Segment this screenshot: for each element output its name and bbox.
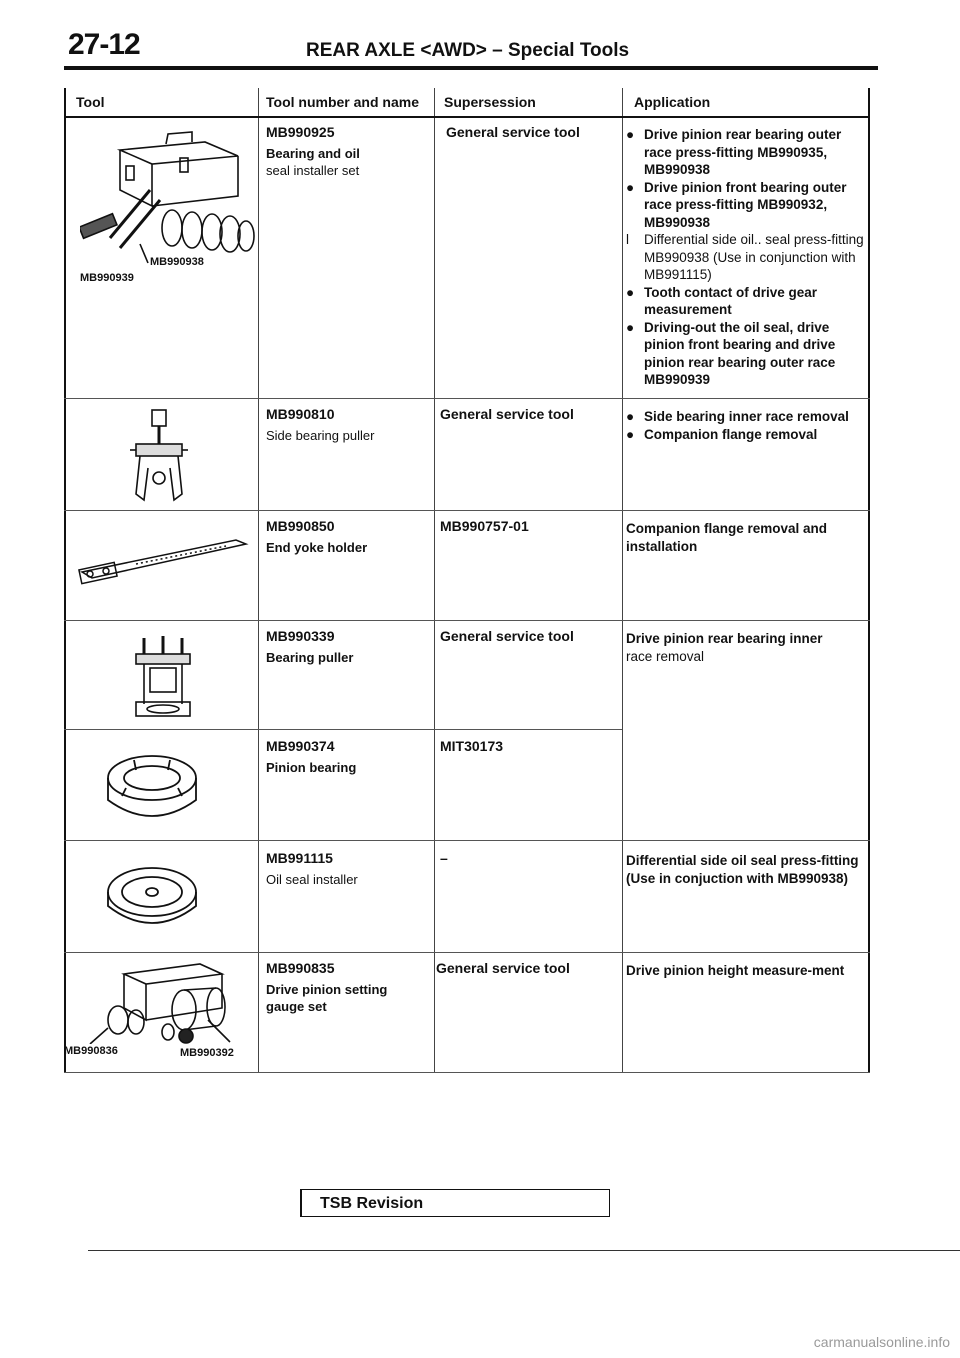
tool-name: Oil seal installer xyxy=(266,872,358,887)
pinion-bearing-icon xyxy=(104,750,200,835)
column-head-application: Application xyxy=(634,94,711,110)
end-yoke-holder-icon xyxy=(76,530,252,591)
tool-number: MB990374 xyxy=(266,738,335,754)
column-divider xyxy=(622,88,623,1073)
supersession-value: MB990757-01 xyxy=(440,518,529,534)
tool-name: Bearing puller xyxy=(266,650,354,665)
tool-number: MB990850 xyxy=(266,518,335,534)
supersession-value: General service tool xyxy=(436,960,570,976)
application-item: ● Side bearing inner race removal xyxy=(626,409,849,424)
drive-pinion-setting-gauge-icon xyxy=(88,960,248,1049)
supersession-value: General service tool xyxy=(446,124,580,140)
tool-number: MB991115 xyxy=(266,850,333,866)
tool-name: End yoke holder xyxy=(266,540,368,555)
tool-number: MB990810 xyxy=(266,406,335,422)
tool-label: MB990836 xyxy=(64,1045,118,1057)
supersession-value: General service tool xyxy=(440,628,574,644)
header-rule xyxy=(64,116,870,118)
watermark: carmanualsonline.info xyxy=(813,1334,950,1350)
application-item: ● Companion flange removal xyxy=(626,426,818,442)
application-item: ● Driving-out the oil seal, drive pinion front bearing and drive pinion rear bearing outer race MB990939 xyxy=(626,319,836,387)
application-item: l Differential side oil.. seal press-fitting MB990938 (Use in conjunction with MB991115) xyxy=(626,232,864,282)
application-list xyxy=(626,126,868,389)
tool-name: Side bearing puller xyxy=(266,428,375,443)
tool-number-name-cell xyxy=(266,850,430,888)
table-bottom-rule xyxy=(64,1072,870,1073)
tool-name: Drive pinion setting gauge set xyxy=(266,982,388,1014)
application-item: ● Drive pinion rear bearing outer race press-fitting MB990935, MB990938 xyxy=(626,127,842,177)
application-item: ● Drive pinion front bearing outer race press-fitting MB990932, MB990938 xyxy=(626,179,847,230)
row-divider xyxy=(64,620,870,621)
column-head-tool-number: Tool number and name xyxy=(266,94,419,110)
supersession-value: – xyxy=(440,850,448,866)
tool-label: MB990939 xyxy=(80,272,134,284)
column-head-tool: Tool xyxy=(76,94,105,110)
footer-rule xyxy=(88,1250,960,1251)
row-divider xyxy=(64,840,870,841)
tool-number: MB990339 xyxy=(266,628,335,644)
tool-name: Bearing and oil xyxy=(266,146,360,161)
tool-label: MB990938 xyxy=(150,256,204,268)
title-rule xyxy=(64,66,878,70)
application-list xyxy=(626,408,868,443)
tool-number-name-cell xyxy=(266,406,430,444)
application-text: Drive pinion rear bearing inner race removal xyxy=(626,631,823,664)
tool-number: MB990835 xyxy=(266,960,335,976)
tool-name: Pinion bearing xyxy=(266,760,357,775)
bearing-puller-icon xyxy=(130,634,196,729)
application-text: Differential side oil seal press-fitting (Use in conjuction with MB990938) xyxy=(626,853,859,886)
column-divider xyxy=(258,88,259,1073)
page-number: 27-12 xyxy=(68,28,140,61)
row-divider xyxy=(64,510,870,511)
supersession-value: MIT30173 xyxy=(440,738,504,754)
application-text: Drive pinion height measure-ment xyxy=(626,963,845,978)
tool-label: MB990392 xyxy=(180,1047,234,1059)
row-divider xyxy=(64,952,870,953)
tool-number: MB990925 xyxy=(266,124,335,140)
bearing-oil-seal-installer-set-icon xyxy=(80,128,255,273)
oil-seal-installer-icon xyxy=(104,862,200,943)
side-bearing-puller-icon xyxy=(130,408,190,509)
tool-number-name-cell xyxy=(266,738,430,776)
column-head-supersession: Supersession xyxy=(444,94,536,110)
tool-number-name-cell xyxy=(266,518,430,556)
tool-name-cont: seal installer set xyxy=(266,163,360,178)
tool-number-name-cell xyxy=(266,960,430,1015)
row-divider xyxy=(64,729,622,730)
tool-number-name-cell xyxy=(266,628,430,666)
row-divider xyxy=(64,398,870,399)
supersession-value: General service tool xyxy=(440,406,574,422)
tsb-revision-box: TSB Revision xyxy=(300,1189,610,1217)
tool-number-name-cell xyxy=(266,124,430,179)
application-item: ● Tooth contact of drive gear measurement xyxy=(626,284,818,317)
column-divider xyxy=(434,88,435,1073)
application-text: Companion flange removal and installation xyxy=(626,521,828,554)
page-title: REAR AXLE <AWD> – Special Tools xyxy=(306,40,630,61)
